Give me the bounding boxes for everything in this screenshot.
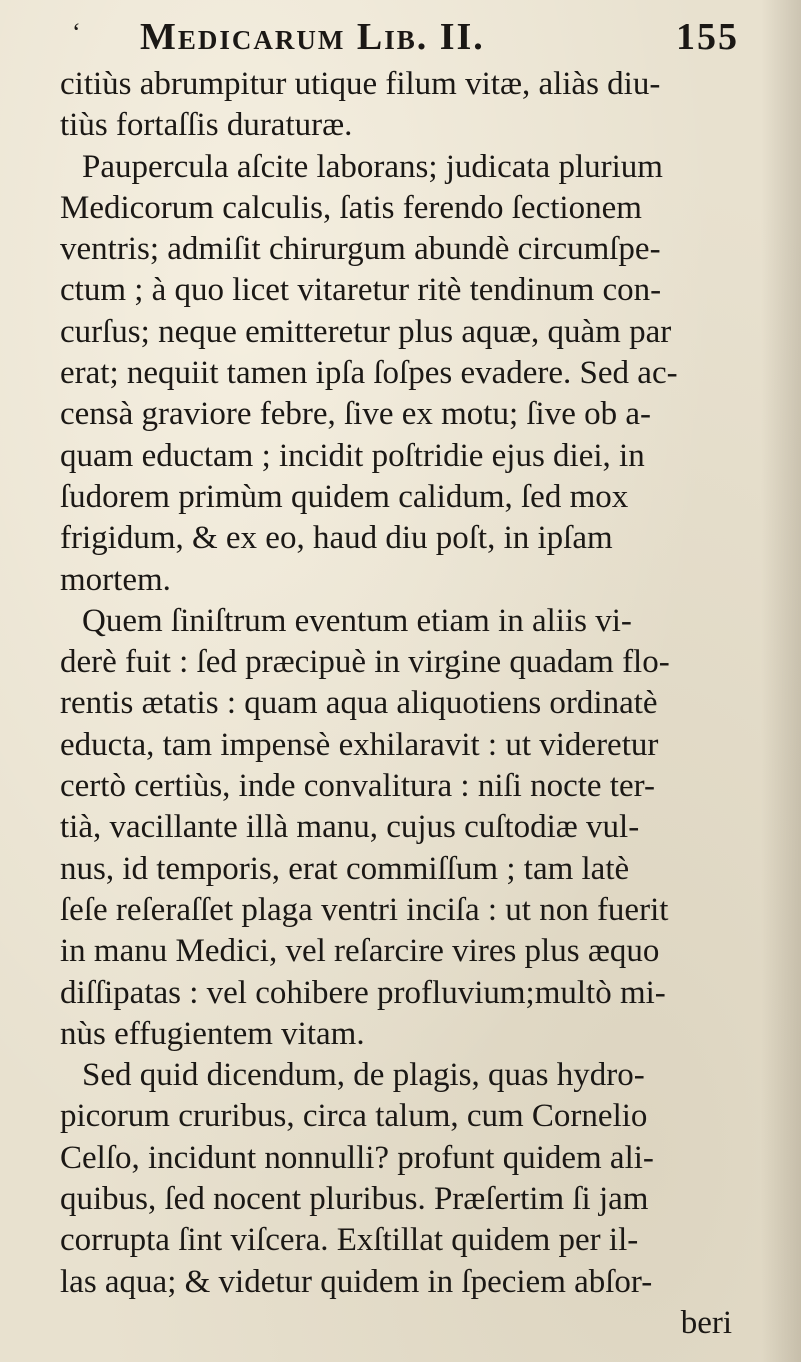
text-line: citiùs abrumpitur utique filum vitæ, aliàs diu- <box>60 66 661 102</box>
header-mark: ‘ <box>72 18 83 47</box>
text-line: frigidum, & ex eo, haud diu poſt, in ipſam <box>60 520 613 557</box>
text-line: curſus; neque emitteretur plus aquæ, quàm par <box>60 313 672 350</box>
text-line: corrupta ſint viſcera. Exſtillat quidem per il- <box>60 1222 639 1259</box>
text-line: quam eductam ; incidit poſtridie ejus diei, in <box>60 437 645 474</box>
text-line: derè fuit : ſed præcipuè in virgine quadam flo- <box>60 644 670 681</box>
text-line: tià, vacillante illà manu, cujus cuſtodiæ vul- <box>60 809 640 846</box>
text-line: in manu Medici, vel reſarcire vires plus æquo <box>60 933 660 970</box>
text-line: tiùs fortaſſis duraturæ. <box>60 107 353 144</box>
text-line: ſeſe reſeraſſet plaga ventri inciſa : ut non fuerit <box>60 891 669 928</box>
text-line: ventris; admiſit chirurgum abundè circumſpe- <box>60 231 661 268</box>
text-line: quibus, ſed nocent pluribus. Præſertim ſi jam <box>60 1181 649 1218</box>
text-line: ctum ; à quo licet vitaretur ritè tendinum con- <box>60 272 662 309</box>
text-line: mortem. <box>60 561 171 598</box>
text-line: ſudorem primùm quidem calidum, ſed mox <box>60 478 629 515</box>
paragraph-start-line: Sed quid dicendum, de plagis, quas hydro- <box>82 1057 645 1094</box>
catchword: beri <box>680 1304 732 1341</box>
text-line: rentis ætatis : quam aqua aliquotiens ordinatè <box>60 685 658 722</box>
text-line: las aqua; & videtur quidem in ſpeciem abſor- <box>60 1263 653 1300</box>
running-head <box>60 14 780 60</box>
paragraph-start-line: Quem ſiniſtrum eventum etiam in aliis vi- <box>82 602 632 639</box>
paragraph-start-line: Paupercula aſcite laborans; judicata plurium <box>82 148 663 185</box>
text-line: educta, tam impensè exhilaravit : ut videretur <box>60 726 659 763</box>
running-title: Medicarum Lib. II. <box>140 16 485 58</box>
text-line: censà graviore febre, ſive ex motu; ſive ob a- <box>60 396 652 433</box>
text-line: nus, id temporis, erat commiſſum ; tam latè <box>60 850 630 887</box>
text-line: nùs effugientem vitam. <box>60 1015 365 1052</box>
text-line: certò certiùs, inde convalitura : niſi nocte ter- <box>60 768 655 805</box>
text-line: picorum cruribus, circa talum, cum Cornelio <box>60 1098 648 1135</box>
body-text <box>60 64 760 1344</box>
page-edge-shadow <box>761 0 801 1362</box>
text-line: Medicorum calculis, ſatis ferendo ſectionem <box>60 189 642 226</box>
text-line: Celſo, incidunt nonnulli? profunt quidem ali- <box>60 1139 654 1176</box>
text-line: erat; nequiit tamen ipſa ſoſpes evadere. Sed ac- <box>60 355 678 392</box>
text-line: diſſipatas : vel cohibere profluvium;multò mi- <box>60 974 666 1011</box>
page-number: 155 <box>676 16 739 58</box>
